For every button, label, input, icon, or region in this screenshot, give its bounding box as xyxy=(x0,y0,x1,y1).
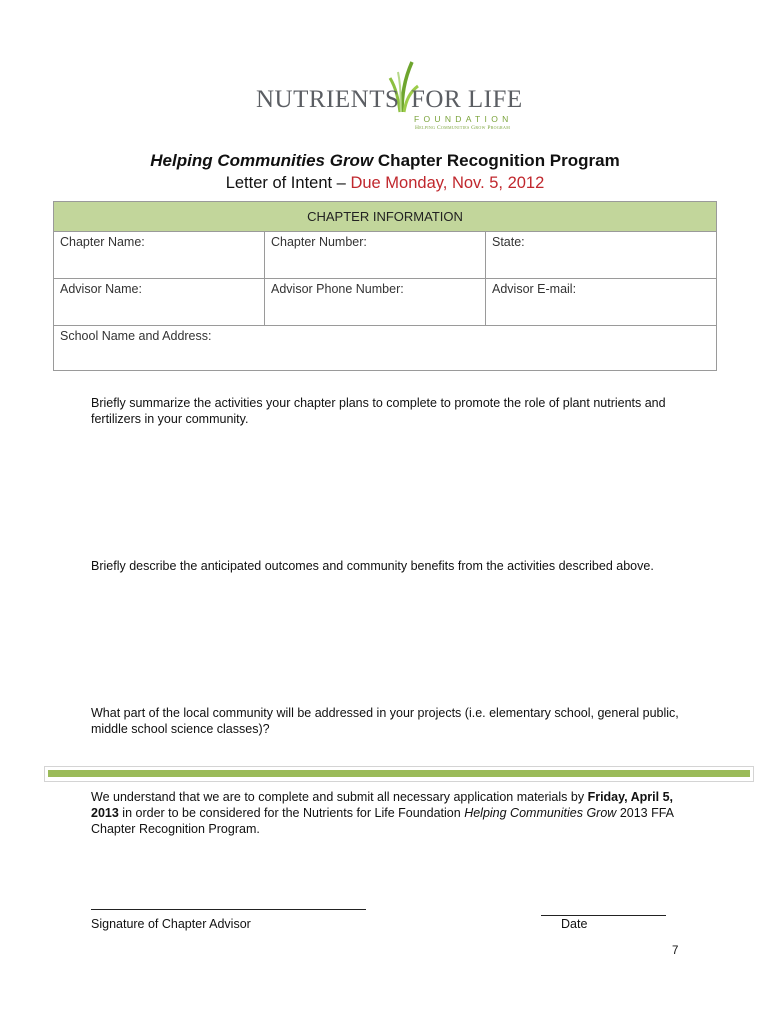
logo-tagline: Helping Communities Grow Program xyxy=(415,125,511,131)
page-title xyxy=(0,151,770,171)
due-date: Due Monday, Nov. 5, 2012 xyxy=(350,174,545,192)
page-subtitle xyxy=(0,174,770,193)
title-rest: Chapter Recognition Program xyxy=(377,151,620,170)
agreement-part1: We understand that we are to complete and submit all necessary application materials by xyxy=(91,790,585,804)
chapter-info-table xyxy=(53,201,717,371)
agreement-part3: 2013 FFA Chapter Recognition Program. xyxy=(91,806,674,836)
question-activities: Briefly summarize the activities your chapter plans to complete to promote the role of plant nutrients and fertilizers in your community. xyxy=(91,396,666,426)
question-outcomes: Briefly describe the anticipated outcomes and community benefits from the activities described above. xyxy=(91,559,654,573)
agreement-text xyxy=(91,789,691,837)
page-number: 7 xyxy=(672,945,679,957)
agreement-part2: in order to be considered for the Nutrients for Life Foundation xyxy=(122,806,461,820)
subtitle-prefix: Letter of Intent – xyxy=(225,174,346,192)
logo-word-for-life: FOR LIFE xyxy=(411,86,523,113)
signature-label: Signature of Chapter Advisor xyxy=(91,917,251,931)
state-field[interactable]: State: xyxy=(492,235,525,249)
table-row xyxy=(54,279,716,326)
table-row xyxy=(54,232,716,279)
advisor-email-field[interactable]: Advisor E-mail: xyxy=(492,282,577,296)
table-row xyxy=(54,326,716,371)
foundation-logo xyxy=(250,58,530,138)
logo-foundation: FOUNDATION xyxy=(414,114,513,124)
chapter-name-field[interactable]: Chapter Name: xyxy=(54,232,265,278)
question-community: What part of the local community will be addressed in your projects (i.e. elementary school, general public, middle school science classes)? xyxy=(91,706,679,736)
agreement-deadline: Friday, April 5, 2013 xyxy=(91,790,674,820)
date-label: Date xyxy=(561,917,588,931)
school-address-field[interactable]: School Name and Address: xyxy=(60,329,212,343)
logo-word-nutrients: NUTRIENTS xyxy=(256,86,400,113)
advisor-name-field[interactable]: Advisor Name: xyxy=(54,279,265,325)
table-header: CHAPTER INFORMATION xyxy=(54,202,716,232)
title-italic: Helping Communities Grow xyxy=(150,151,374,170)
green-divider xyxy=(44,766,754,782)
agreement-program: Helping Communities Grow xyxy=(464,806,617,820)
advisor-phone-field[interactable]: Advisor Phone Number: xyxy=(265,279,486,325)
chapter-number-field[interactable]: Chapter Number: xyxy=(265,232,486,278)
date-line[interactable] xyxy=(541,915,666,916)
signature-line[interactable] xyxy=(91,909,366,910)
